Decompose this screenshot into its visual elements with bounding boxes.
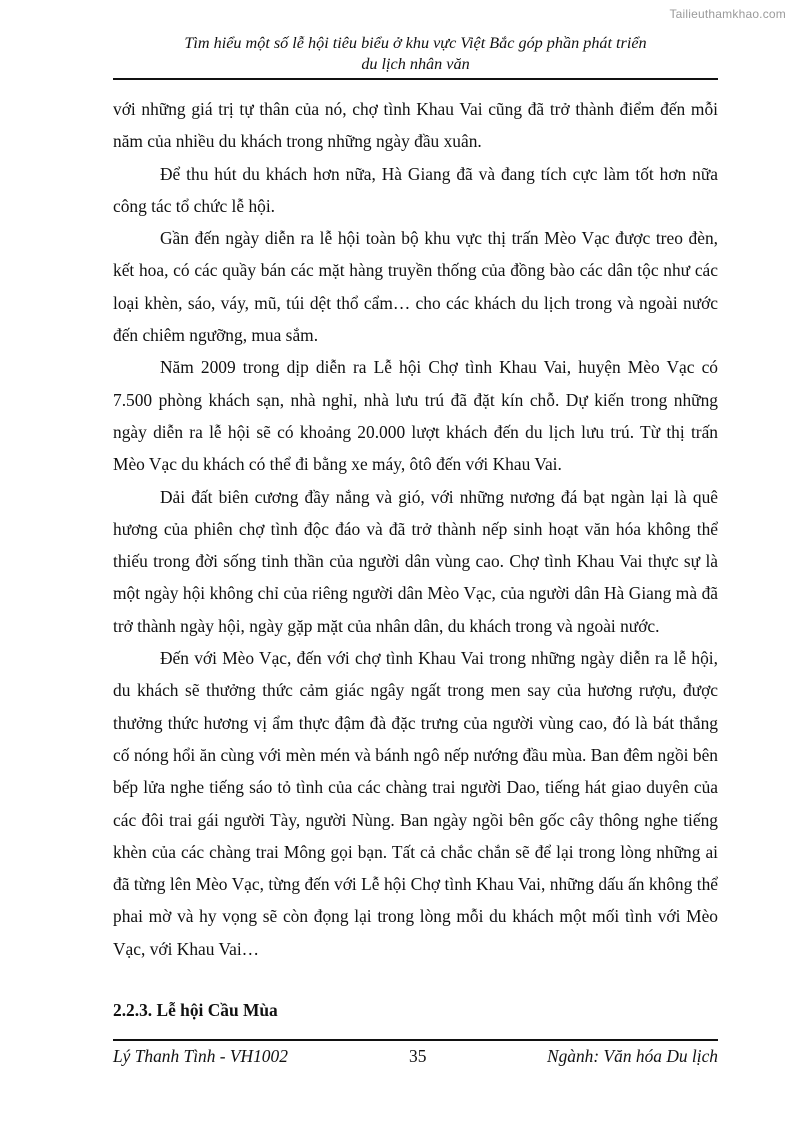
footer-field: Ngành: Văn hóa Du lịch <box>547 1046 718 1066</box>
paragraph: Đến với Mèo Vạc, đến với chợ tình Khau Vai trong những ngày diễn ra lễ hội, du khách sẽ thưởng thức cảm giác ngây ngất trong men say của hương rượu, được thưởng thức hương vị ẩm thực đậm đà đặc trưng của người vùng cao, đó là bát thắng cố nóng hổi ăn cùng với mèn mén và bánh ngô nếp nướng đầu mùa. Ban đêm ngồi bên bếp lửa nghe tiếng sáo tỏ tình của các chàng trai người Dao, tiếng hát giao duyên của các đôi trai gái người Tày, người Nùng. Ban ngày ngồi bên gốc cây thông nghe tiếng khèn của các chàng trai Mông gọi bạn. Tất cả chắc chắn sẽ để lại trong lòng những ai đã từng lên Mèo Vạc, từng đến với Lễ hội Chợ tình Khau Vai, những dấu ấn không thể phai mờ và hy vọng sẽ còn đọng lại trong lòng mỗi du khách một mối tình với Mèo Vạc, với Khau Vai… <box>113 648 718 959</box>
paragraph-continued: với những giá trị tự thân của nó, chợ tình Khau Vai cũng đã trở thành điểm đến mỗi năm của nhiều du khách trong những ngày đầu xuân. <box>113 99 718 152</box>
header-title-line-2: du lịch nhân văn <box>361 55 470 73</box>
section-heading: 2.2.3. Lễ hội Cầu Mùa <box>113 1000 278 1020</box>
paragraph: Gần đến ngày diễn ra lễ hội toàn bộ khu vực thị trấn Mèo Vạc được treo đèn, kết hoa, có các quầy bán các mặt hàng truyền thống của đồng bào các dân tộc như các loại khèn, sáo, váy, mũ, túi dệt thổ cẩm… cho các khách du lịch trong và ngoài nước đến chiêm ngưỡng, mua sắm. <box>113 228 718 346</box>
header-title-line-1: Tìm hiểu một số lễ hội tiêu biểu ở khu vực Việt Bắc góp phần phát triển <box>184 34 647 52</box>
watermark-text: Tailieuthamkhao.com <box>669 7 786 21</box>
footer-rule <box>113 1039 718 1041</box>
paragraph: Để thu hút du khách hơn nữa, Hà Giang đã và đang tích cực làm tốt hơn nữa công tác tổ chức lễ hội. <box>113 163 718 216</box>
page-number: 35 <box>409 1046 427 1066</box>
header-rule <box>113 78 718 80</box>
paragraph: Dải đất biên cương đầy nắng và gió, với những nương đá bạt ngàn lại là quê hương của phiên chợ tình độc đáo và đã trở thành nếp sinh hoạt văn hóa không thể thiếu trong đời sống tinh thần của người dân vùng cao. Chợ tình Khau Vai thực sự là một ngày hội không chỉ của riêng người dân Mèo Vạc, của người dân Hà Giang mà đã trở thành ngày hội, ngày gặp mặt của nhân dân, du khách trong và ngoài nước. <box>113 486 718 636</box>
footer-author: Lý Thanh Tình - VH1002 <box>113 1046 288 1066</box>
running-header <box>113 33 718 75</box>
body-text <box>113 93 718 965</box>
paragraph: Năm 2009 trong dịp diễn ra Lễ hội Chợ tình Khau Vai, huyện Mèo Vạc có 7.500 phòng khách sạn, nhà nghỉ, nhà lưu trú đã đặt kín chỗ. Dự kiến trong những ngày diễn ra lễ hội sẽ có khoảng 20.000 lượt khách đến du lịch lưu trú. Từ thị trấn Mèo Vạc du khách có thể đi bằng xe máy, ôtô đến với Khau Vai. <box>113 357 718 475</box>
